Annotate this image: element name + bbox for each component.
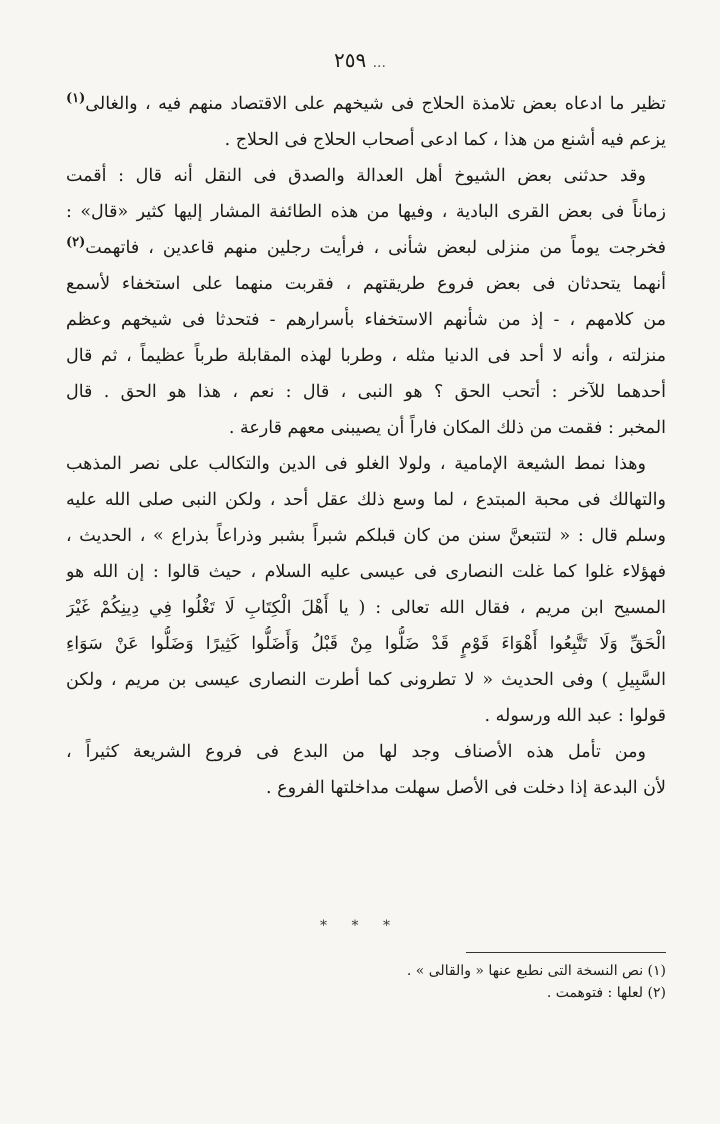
footnote-2: (٢) لعلها : فتوهمت . — [546, 985, 666, 1001]
text-line — [66, 482, 666, 518]
page-number-header — [0, 48, 720, 72]
text-line-content: فخرجت يوماً من منزلى لبعض شأنى ، فرأيت رجلين منهم قاعدين ، فاتهمت — [85, 238, 666, 258]
text-line-content: منزلته ، وأنه لا أحد فى الدنيا مثله ، وطربا لهذه المقابلة طرباً عظيماً ، ثم قال — [66, 346, 666, 366]
footnote-1: (١) نص النسخة التى نطبع عنها « والقالى » . — [406, 963, 666, 979]
text-line — [66, 86, 666, 122]
page-number: ٢٥٩ — [334, 48, 367, 72]
text-line — [66, 338, 666, 374]
text-line-content: المخبر : فقمت من ذلك المكان فاراً أن يصيبنى معهم قارعة . — [228, 418, 666, 438]
text-line — [66, 122, 666, 158]
text-line-content: لأن البدعة إذا دخلت فى الأصل سهلت مداخلتها الفروع . — [266, 778, 666, 798]
text-line-content: وسلم قال : « لتتبعنَّ سنن من كان قبلكم شبراً بشبر وذراعاً بذراع » ، الحديث ، — [66, 526, 666, 546]
paragraph-start-line — [66, 446, 666, 482]
paragraph-start-line — [66, 734, 666, 770]
text-line — [66, 770, 666, 806]
quran-verse-line: المسيح ابن مريم ، فقال الله تعالى : ( يا أَهْلَ الْكِتَابِ لَا تَغْلُوا فِي دِينِكُمْ غَيْرَ — [66, 598, 666, 618]
text-line — [66, 626, 666, 662]
text-line — [66, 590, 666, 626]
text-line — [66, 518, 666, 554]
text-line-content: من كلامهم ، - إذ من شأنهم الاستخفاء بأسرارهم - فتحدثا فى شيخهم وعظم — [66, 310, 666, 330]
text-line — [66, 194, 666, 230]
text-line — [66, 302, 666, 338]
text-line — [66, 374, 666, 410]
paragraph-start-line — [66, 158, 666, 194]
text-line-content: ومن تأمل هذه الأصناف وجد لها من البدع فى فروع الشريعة كثيراً ، — [66, 742, 646, 762]
text-line-content: يزعم فيه أشنع من هذا ، كما ادعى أصحاب الحلاج فى الحلاج . — [224, 130, 666, 150]
text-line — [66, 554, 666, 590]
footnote-divider — [466, 952, 666, 953]
footnote-marker: (٢) — [66, 235, 86, 251]
text-line — [66, 662, 666, 698]
text-line-content: وقد حدثنى بعض الشيوخ أهل العدالة والصدق فى النقل أنه قال : أقمت — [66, 166, 646, 186]
text-line-content: قولوا : عبد الله ورسوله . — [484, 706, 666, 726]
quran-verse-line: الْحَقِّ وَلَا تَتَّبِعُوا أَهْوَاءَ قَوْمٍ قَدْ ضَلُّوا مِنْ قَبْلُ وَأَضَلُّوا كَثِيرًا وَضَلُّوا عَنْ سَوَاءِ — [66, 634, 666, 654]
footnote-marker: (١) — [66, 91, 86, 107]
section-separator: * * * — [320, 918, 400, 934]
text-line-content: أحدهما للآخر : أتحب الحق ؟ هو النبى ، قال : نعم ، هذا هو الحق . قال — [66, 382, 666, 402]
text-line-content: والتهالك فى محبة المبتدع ، لما وسع ذلك عقل أحد ، ولكن النبى صلى الله عليه — [66, 490, 666, 510]
text-line-content: وهذا نمط الشيعة الإمامية ، ولولا الغلو فى الدين والتكالب على نصر المذهب — [66, 454, 646, 474]
text-line — [66, 410, 666, 446]
text-line-content: أنهما يتحدثان فى بعض فروع طريقتهم ، فقربت منهما على استخفاء لأسمع — [66, 274, 666, 294]
footnotes — [66, 960, 666, 1004]
text-line-content: السَّبِيلِ ) وفى الحديث « لا تطرونى كما أطرت النصارى عيسى بن مريم ، ولكن — [66, 670, 666, 690]
text-line — [66, 698, 666, 734]
text-line — [66, 266, 666, 302]
text-line-content: زماناً فى بعض القرى البادية ، وفيها من هذه الطائفة المشار إليها كثير «قال» : — [66, 202, 666, 222]
text-line-content: فهؤلاء غلوا كما غلت النصارى فى عيسى عليه السلام ، حيث قالوا : إن الله هو — [66, 562, 666, 582]
main-text — [66, 86, 666, 806]
text-line-content: تظير ما ادعاه بعض تلامذة الحلاج فى شيخهم على الاقتصاد منهم فيه ، والغالى — [85, 94, 666, 114]
page-number-dots: ... — [372, 55, 386, 71]
text-line — [66, 230, 666, 266]
